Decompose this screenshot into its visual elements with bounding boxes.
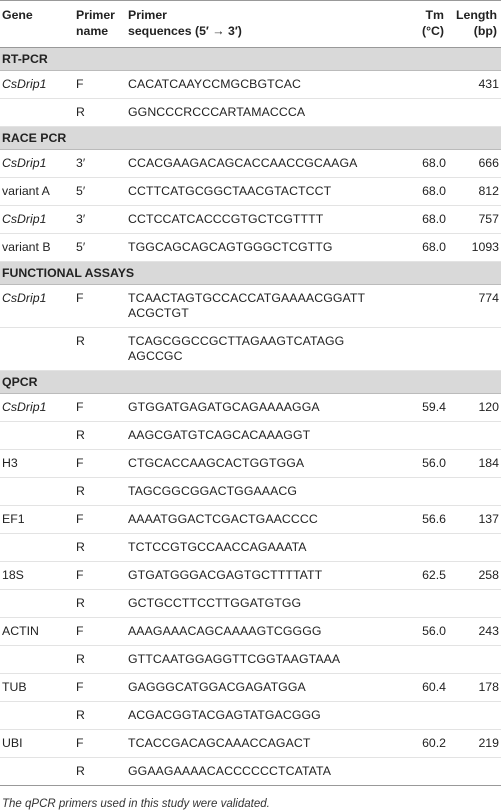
tm-cell bbox=[400, 71, 448, 99]
primer-cell: F bbox=[72, 450, 124, 478]
tm-cell: 68.0 bbox=[400, 206, 448, 234]
tm-cell: 68.0 bbox=[400, 178, 448, 206]
table-row bbox=[0, 178, 501, 206]
table-row bbox=[0, 450, 501, 478]
primer-cell: F bbox=[72, 285, 124, 328]
length-cell: 243 bbox=[448, 618, 501, 646]
gene-cell: variant B bbox=[0, 234, 72, 262]
primer-cell: R bbox=[72, 646, 124, 674]
gene-cell bbox=[0, 422, 72, 450]
gene-cell bbox=[0, 534, 72, 562]
sequence-cell: TAGCGGCGGACTGGAAACG bbox=[124, 478, 400, 506]
table-row bbox=[0, 562, 501, 590]
table-row bbox=[0, 150, 501, 178]
header-sequence: Primer sequences (5′ → 3′) bbox=[124, 1, 400, 48]
sequence-cell: CCACGAAGACAGCACCAACCGCAAGA bbox=[124, 150, 400, 178]
sequence-cell: GAGGGCATGGACGAGATGGA bbox=[124, 674, 400, 702]
sequence-cell: GTGATGGGACGAGTGCTTTTATT bbox=[124, 562, 400, 590]
gene-cell bbox=[0, 590, 72, 618]
length-cell bbox=[448, 758, 501, 786]
sequence-cell: ACGACGGTACGAGTATGACGGG bbox=[124, 702, 400, 730]
primer-cell: 5′ bbox=[72, 178, 124, 206]
sequence-cell: TGGCAGCAGCAGTGGGCTCGTTG bbox=[124, 234, 400, 262]
gene-cell: UBI bbox=[0, 730, 72, 758]
sequence-cell: AAAGAAACAGCAAAAGTCGGGG bbox=[124, 618, 400, 646]
primer-cell: F bbox=[72, 618, 124, 646]
primer-cell: F bbox=[72, 394, 124, 422]
gene-cell bbox=[0, 478, 72, 506]
tm-cell bbox=[400, 646, 448, 674]
section-title: QPCR bbox=[0, 371, 501, 394]
primer-cell: R bbox=[72, 99, 124, 127]
table-row bbox=[0, 285, 501, 328]
table-row bbox=[0, 646, 501, 674]
table-row bbox=[0, 206, 501, 234]
sequence-cell: AAAATGGACTCGACTGAACCCC bbox=[124, 506, 400, 534]
tm-cell: 68.0 bbox=[400, 150, 448, 178]
sequence-cell: AAGCGATGTCAGCACAAAGGT bbox=[124, 422, 400, 450]
tm-cell: 60.2 bbox=[400, 730, 448, 758]
header-tm: Tm (°C) bbox=[400, 1, 448, 48]
sequence-cell: CCTTCATGCGGCTAACGTACTCCT bbox=[124, 178, 400, 206]
header-row bbox=[0, 1, 501, 48]
length-cell bbox=[448, 646, 501, 674]
length-cell bbox=[448, 422, 501, 450]
primer-cell: F bbox=[72, 506, 124, 534]
table-row bbox=[0, 618, 501, 646]
length-cell: 184 bbox=[448, 450, 501, 478]
sequence-cell: GTGGATGAGATGCAGAAAAGGA bbox=[124, 394, 400, 422]
table-row bbox=[0, 478, 501, 506]
table-row bbox=[0, 758, 501, 786]
primer-cell: R bbox=[72, 328, 124, 371]
length-cell: 258 bbox=[448, 562, 501, 590]
primer-cell: R bbox=[72, 478, 124, 506]
tm-cell: 59.4 bbox=[400, 394, 448, 422]
primer-cell: F bbox=[72, 71, 124, 99]
table-row bbox=[0, 422, 501, 450]
tm-cell: 60.4 bbox=[400, 674, 448, 702]
tm-cell: 56.6 bbox=[400, 506, 448, 534]
length-cell: 774 bbox=[448, 285, 501, 328]
gene-cell: 18S bbox=[0, 562, 72, 590]
primer-cell: F bbox=[72, 674, 124, 702]
sequence-cell: GCTGCCTTCCTTGGATGTGG bbox=[124, 590, 400, 618]
tm-cell bbox=[400, 534, 448, 562]
table-row bbox=[0, 674, 501, 702]
sequence-cell: CCTCCATCACCCGTGCTCGTTTT bbox=[124, 206, 400, 234]
length-cell: 812 bbox=[448, 178, 501, 206]
gene-cell: CsDrip1 bbox=[0, 394, 72, 422]
sequence-cell: TCACCGACAGCAAACCAGACT bbox=[124, 730, 400, 758]
table-row bbox=[0, 234, 501, 262]
primer-cell: R bbox=[72, 702, 124, 730]
header-primer-name: Primer name bbox=[72, 1, 124, 48]
primer-cell: R bbox=[72, 422, 124, 450]
gene-cell bbox=[0, 99, 72, 127]
table-footnote: The qPCR primers used in this study were validated. bbox=[2, 798, 270, 810]
tm-cell: 68.0 bbox=[400, 234, 448, 262]
table-row bbox=[0, 702, 501, 730]
sequence-cell: TCAGCGGCCGCTTAGAAGTCATAGG AGCCGC bbox=[124, 328, 400, 371]
primer-cell: F bbox=[72, 562, 124, 590]
tm-cell: 56.0 bbox=[400, 618, 448, 646]
section-functional-assays bbox=[0, 262, 501, 285]
sequence-cell: GTTCAATGGAGGTTCGGTAAGTAAA bbox=[124, 646, 400, 674]
length-cell: 666 bbox=[448, 150, 501, 178]
primer-cell: R bbox=[72, 534, 124, 562]
sequence-cell: TCTCCGTGCCAACCAGAAATA bbox=[124, 534, 400, 562]
gene-cell: CsDrip1 bbox=[0, 150, 72, 178]
gene-cell: ACTIN bbox=[0, 618, 72, 646]
section-title: RT-PCR bbox=[0, 48, 501, 71]
tm-cell bbox=[400, 590, 448, 618]
gene-cell: CsDrip1 bbox=[0, 71, 72, 99]
tm-cell bbox=[400, 422, 448, 450]
length-cell: 137 bbox=[448, 506, 501, 534]
gene-cell bbox=[0, 758, 72, 786]
table-row bbox=[0, 506, 501, 534]
table-row bbox=[0, 71, 501, 99]
tm-cell: 62.5 bbox=[400, 562, 448, 590]
tm-cell bbox=[400, 285, 448, 328]
tm-cell bbox=[400, 758, 448, 786]
length-cell: 757 bbox=[448, 206, 501, 234]
tm-cell bbox=[400, 328, 448, 371]
gene-cell bbox=[0, 702, 72, 730]
header-length: Length (bp) bbox=[448, 1, 501, 48]
primer-cell: 5′ bbox=[72, 234, 124, 262]
header-gene: Gene bbox=[0, 1, 72, 48]
gene-cell bbox=[0, 328, 72, 371]
gene-cell: CsDrip1 bbox=[0, 206, 72, 234]
tm-cell: 56.0 bbox=[400, 450, 448, 478]
length-cell: 1093 bbox=[448, 234, 501, 262]
table-row bbox=[0, 590, 501, 618]
section-race-pcr bbox=[0, 127, 501, 150]
primer-cell: F bbox=[72, 730, 124, 758]
table-row bbox=[0, 730, 501, 758]
table-row bbox=[0, 394, 501, 422]
sequence-cell: TCAACTAGTGCCACCATGAAAACGGATT ACGCTGT bbox=[124, 285, 400, 328]
length-cell bbox=[448, 534, 501, 562]
primer-cell: R bbox=[72, 758, 124, 786]
table-row bbox=[0, 534, 501, 562]
primer-cell: 3′ bbox=[72, 150, 124, 178]
gene-cell: EF1 bbox=[0, 506, 72, 534]
tm-cell bbox=[400, 99, 448, 127]
length-cell bbox=[448, 478, 501, 506]
section-title: RACE PCR bbox=[0, 127, 501, 150]
gene-cell: H3 bbox=[0, 450, 72, 478]
length-cell: 120 bbox=[448, 394, 501, 422]
sequence-cell: GGNCCCRCCCARTAMACCCA bbox=[124, 99, 400, 127]
section-title: FUNCTIONAL ASSAYS bbox=[0, 262, 501, 285]
tm-cell bbox=[400, 702, 448, 730]
sequence-cell: CACATCAAYCCMGCBGTCAC bbox=[124, 71, 400, 99]
length-cell bbox=[448, 590, 501, 618]
primer-cell: 3′ bbox=[72, 206, 124, 234]
length-cell: 178 bbox=[448, 674, 501, 702]
length-cell bbox=[448, 328, 501, 371]
sequence-cell: GGAAGAAAACACCCCCCTCATATA bbox=[124, 758, 400, 786]
section-qpcr bbox=[0, 371, 501, 394]
section-rt-pcr bbox=[0, 48, 501, 71]
length-cell: 431 bbox=[448, 71, 501, 99]
gene-cell: TUB bbox=[0, 674, 72, 702]
table-row bbox=[0, 328, 501, 371]
length-cell bbox=[448, 702, 501, 730]
sequence-cell: CTGCACCAAGCACTGGTGGA bbox=[124, 450, 400, 478]
gene-cell bbox=[0, 646, 72, 674]
primer-cell: R bbox=[72, 590, 124, 618]
gene-cell: CsDrip1 bbox=[0, 285, 72, 328]
length-cell bbox=[448, 99, 501, 127]
table-row bbox=[0, 99, 501, 127]
gene-cell: variant A bbox=[0, 178, 72, 206]
length-cell: 219 bbox=[448, 730, 501, 758]
tm-cell bbox=[400, 478, 448, 506]
